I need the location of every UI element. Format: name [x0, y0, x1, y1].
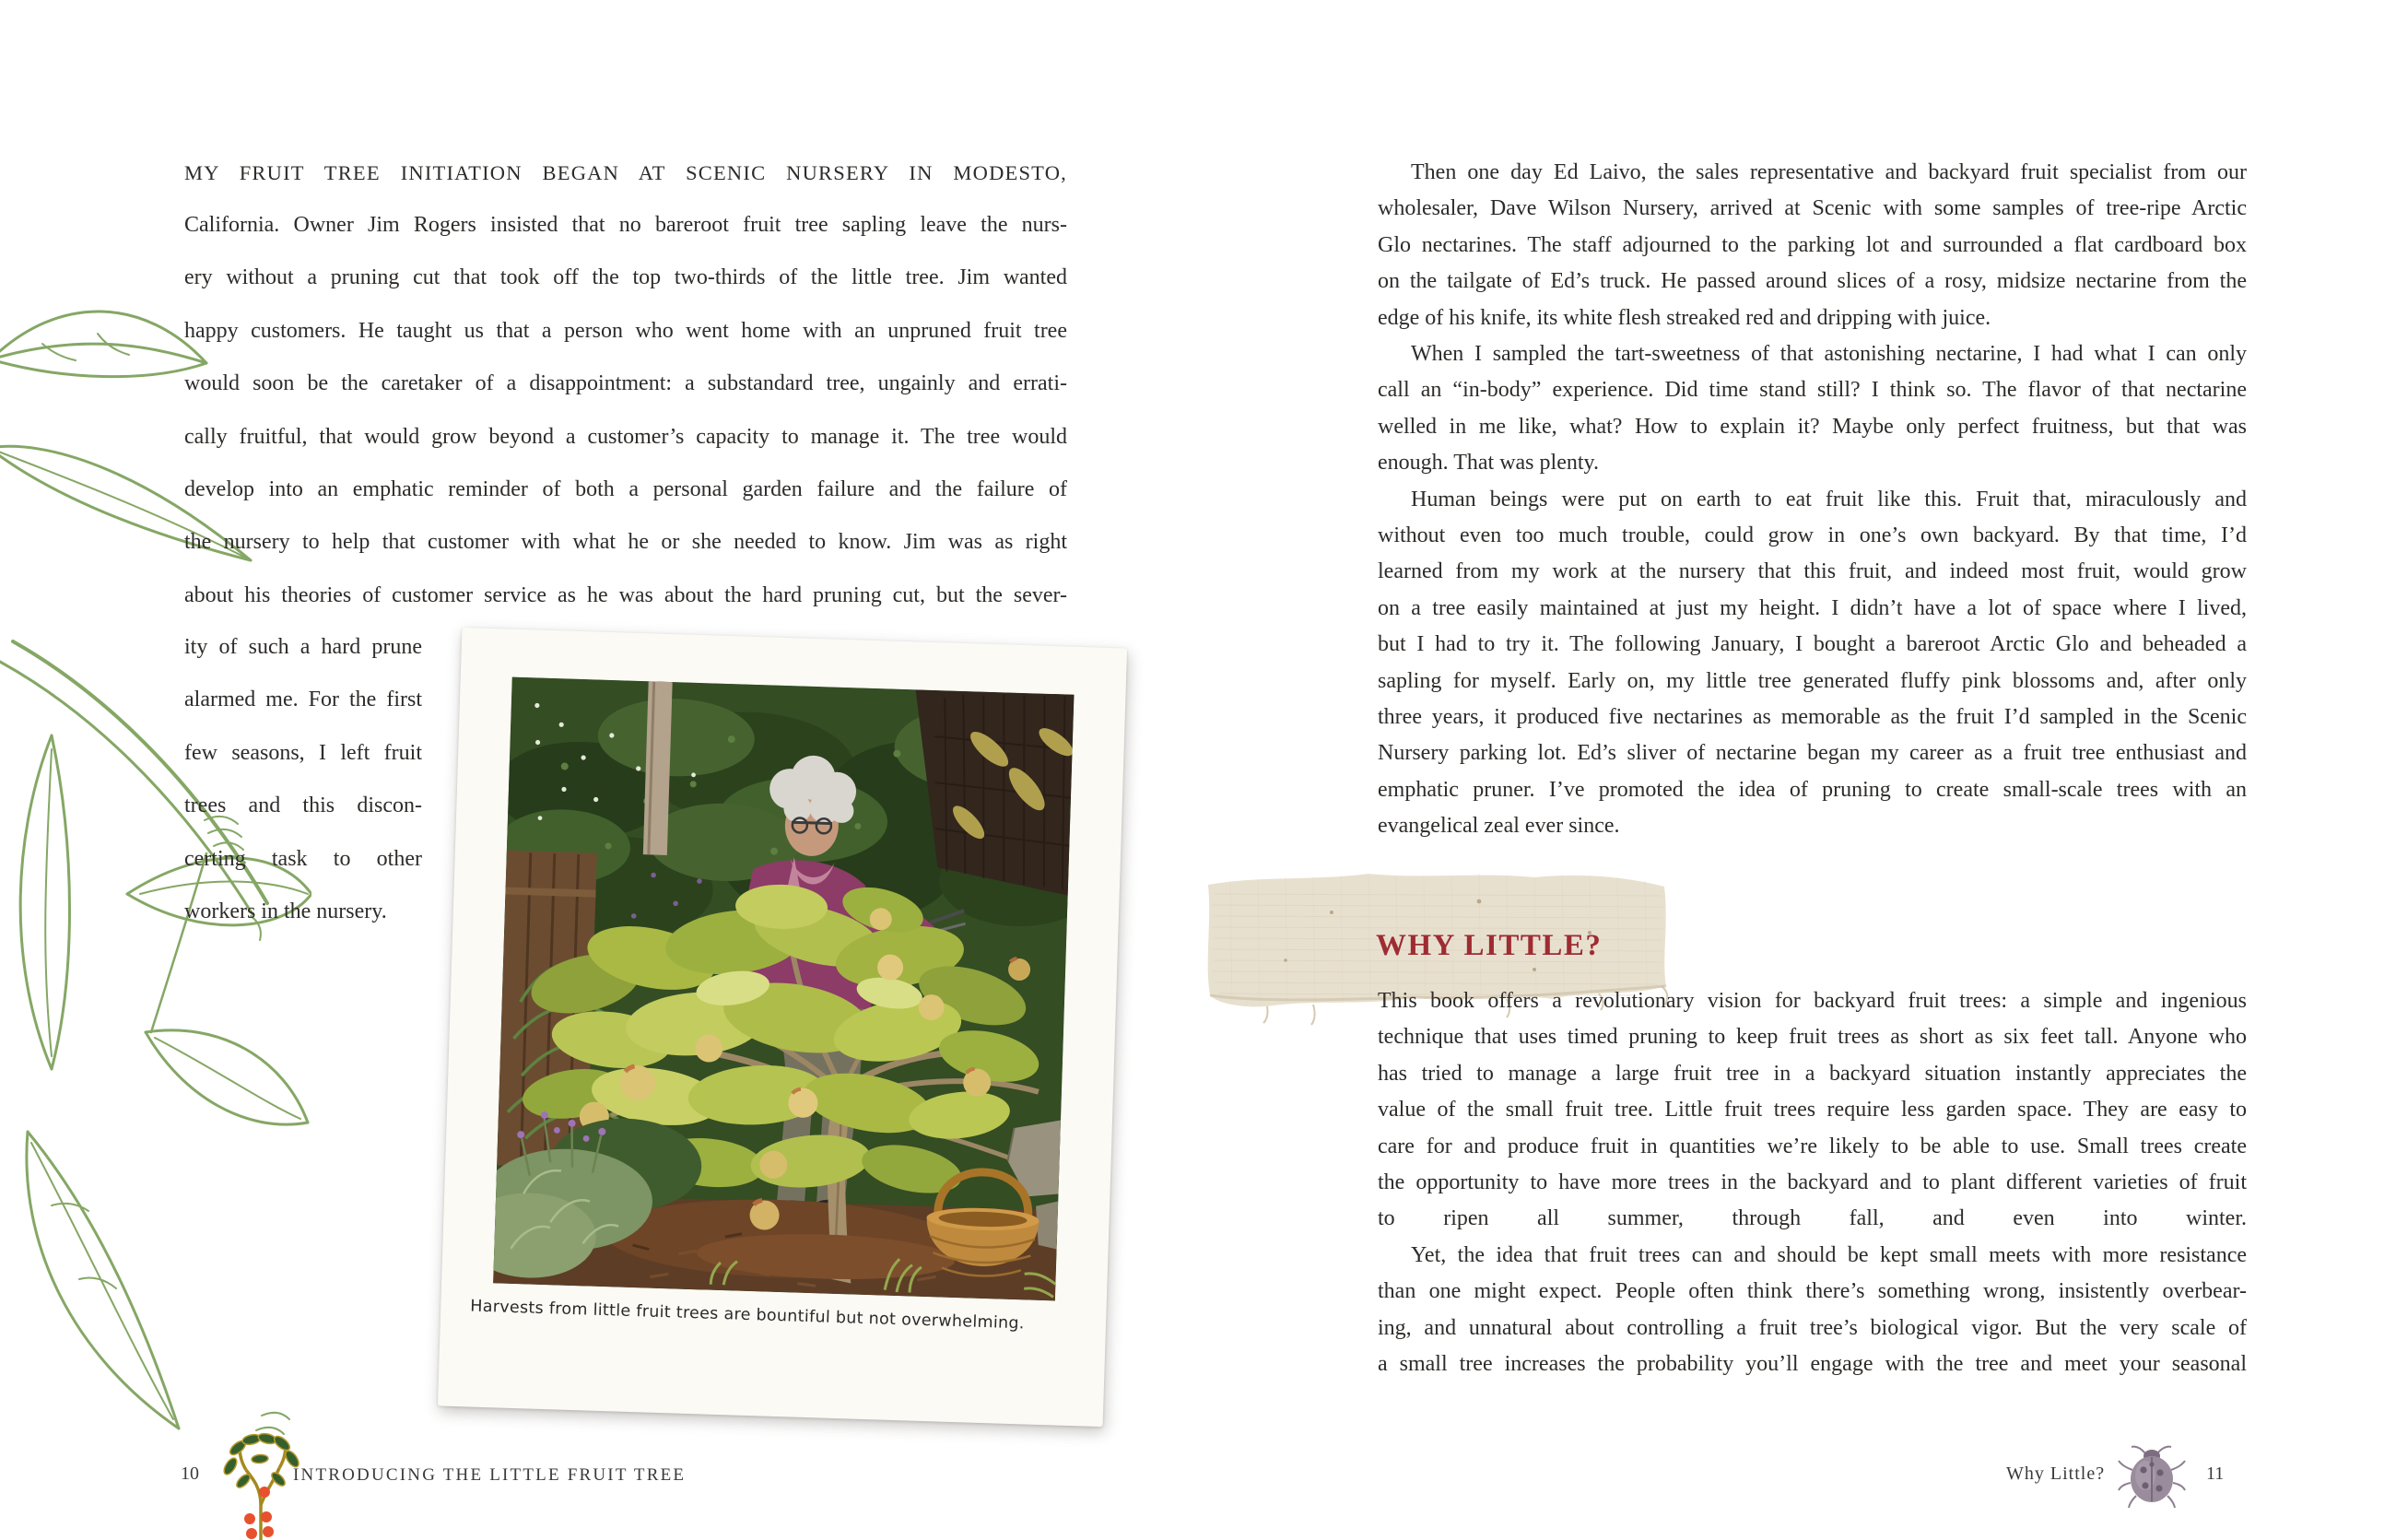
text-line: on a tree easily maintained at just my height. I didn’t have a lot of space where I lived, [1378, 595, 2247, 620]
why-little-paragraph-1 [1378, 983, 2247, 1238]
why-little-paragraph-2 [1378, 1238, 2247, 1383]
text-line: few seasons, I left fruit [184, 740, 422, 765]
left-page-wrap-column [184, 621, 422, 938]
left-page-opening-paragraph [184, 199, 1067, 622]
text-line: wholesaler, Dave Wilson Nursery, arrived at Scenic with some samples of tree-ripe Arctic [1378, 196, 2247, 221]
text-line: would soon be the caretaker of a disappointment: a substandard tree, ungainly and errati- [184, 371, 1067, 396]
text-line: develop into an emphatic reminder of both a personal garden failure and the failure of [184, 476, 1067, 501]
text-line: enough. That was plenty. [1378, 451, 1599, 476]
text-line: to ripen all summer, through fall, and even into winter. [1378, 1206, 2247, 1231]
right-footer-section-title: Why Little? [2006, 1464, 2106, 1484]
text-line: edge of his knife, its white flesh streaked red and dripping with juice. [1378, 305, 1991, 330]
text-line: alarmed me. For the first [184, 688, 422, 712]
text-line: Human beings were put on earth to eat fruit like this. Fruit that, miraculously and [1411, 487, 2247, 511]
text-line: trees and this discon- [184, 794, 422, 818]
right-page-paragraph-2 [1378, 336, 2247, 482]
left-page-lead-line: MY FRUIT TREE INITIATION BEGAN AT SCENIC NURSERY IN MODESTO, [184, 161, 1067, 184]
text-line: ery without a pruning cut that took off the top two-thirds of the little tree. Jim wanted [184, 265, 1067, 290]
text-line: sapling for myself. Early on, my little tree generated fluffy pink blossoms and, after only [1378, 668, 2247, 693]
text-line: Yet, the idea that fruit trees can and should be kept small meets with more resistance [1411, 1242, 2247, 1267]
polaroid-photo [438, 628, 1127, 1427]
text-line: a small tree increases the probability you’ll engage with the tree and meet your seasonal [1378, 1351, 2247, 1376]
text-line: on the tailgate of Ed’s truck. He passed around slices of a rosy, midsize nectarine from the [1378, 269, 2247, 294]
text-line: This book offers a revolutionary vision for backyard fruit trees: a simple and ingenious [1378, 989, 2247, 1013]
text-line: ity of such a hard prune [184, 635, 422, 659]
text-line: care for and produce fruit in quantities we’re likely to be able to use. Small trees create [1378, 1134, 2247, 1158]
right-page-paragraph-3 [1378, 482, 2247, 845]
garden-photo [493, 677, 1074, 1301]
text-line: learned from my work at the nursery that this fruit, and indeed most fruit, would grow [1378, 559, 2247, 584]
text-line: without even too much trouble, could grow in one’s own backyard. By that time, I’d [1378, 523, 2247, 547]
text-line: call an “in-body” experience. Did time stand still? I think so. The flavor of that nectarine [1378, 378, 2247, 403]
text-line: Glo nectarines. The staff adjourned to the parking lot and surrounded a flat cardboard box [1378, 232, 2247, 257]
text-line: cally fruitful, that would grow beyond a customer’s capacity to manage it. The tree would [184, 424, 1067, 449]
text-line: has tried to manage a large fruit tree in a backyard situation instantly appreciates the [1378, 1061, 2247, 1086]
sapling-icon [212, 1431, 311, 1540]
text-line: workers in the nursery. [184, 899, 387, 923]
text-line: but I had to try it. The following January, I bought a bareroot Arctic Glo and beheaded a [1378, 632, 2247, 657]
text-line: Then one day Ed Laivo, the sales representative and backyard fruit specialist from our [1411, 160, 2247, 184]
text-line: When I sampled the tart-sweetness of that astonishing nectarine, I had what I can only [1411, 342, 2247, 366]
text-line: value of the small fruit tree. Little fruit trees require less garden space. They are easy to [1378, 1098, 2247, 1123]
polaroid-caption: Harvests from little fruit trees are bountiful but not overwhelming. [470, 1297, 1025, 1334]
text-line: Nursery parking lot. Ed’s sliver of nectarine began my career as a fruit tree enthusiast and [1378, 741, 2247, 766]
ladybug-icon [2118, 1442, 2186, 1511]
right-page-number: 11 [2206, 1464, 2225, 1484]
text-line: happy customers. He taught us that a person who went home with an unpruned fruit tree [184, 318, 1067, 343]
right-page-paragraph-1 [1378, 155, 2247, 336]
text-line: ing, and unnatural about controlling a fruit tree’s biological vigor. But the very scale of [1378, 1315, 2247, 1340]
left-page-number: 10 [181, 1464, 199, 1484]
text-line: emphatic pruner. I’ve promoted the idea of pruning to create small-scale trees with an [1378, 777, 2247, 802]
text-line: evangelical zeal ever since. [1378, 814, 1620, 839]
text-line: certing task to other [184, 846, 422, 871]
text-line: three years, it produced five nectarines as memorable as the fruit I’d sampled in the Scenic [1378, 704, 2247, 729]
left-footer-chapter-title: INTRODUCING THE LITTLE FRUIT TREE [293, 1465, 687, 1485]
text-line: than one might expect. People often think there’s something wrong, insistently overbear- [1378, 1279, 2247, 1304]
text-line: the nursery to help that customer with what he or she needed to know. Jim was as right [184, 530, 1067, 555]
text-line: California. Owner Jim Rogers insisted that no bareroot fruit tree sapling leave the nurs- [184, 213, 1067, 237]
why-little-heading: WHY LITTLE? [1376, 929, 1603, 962]
text-line: the opportunity to have more trees in the backyard and to plant different varieties of fruit [1378, 1170, 2247, 1194]
text-line: technique that uses timed pruning to keep fruit trees as short as six feet tall. Anyone who [1378, 1025, 2247, 1050]
text-line: about his theories of customer service as he was about the hard pruning cut, but the sever- [184, 582, 1067, 607]
text-line: welled in me like, what? How to explain it? Maybe only perfect fruitness, but that was [1378, 414, 2247, 439]
